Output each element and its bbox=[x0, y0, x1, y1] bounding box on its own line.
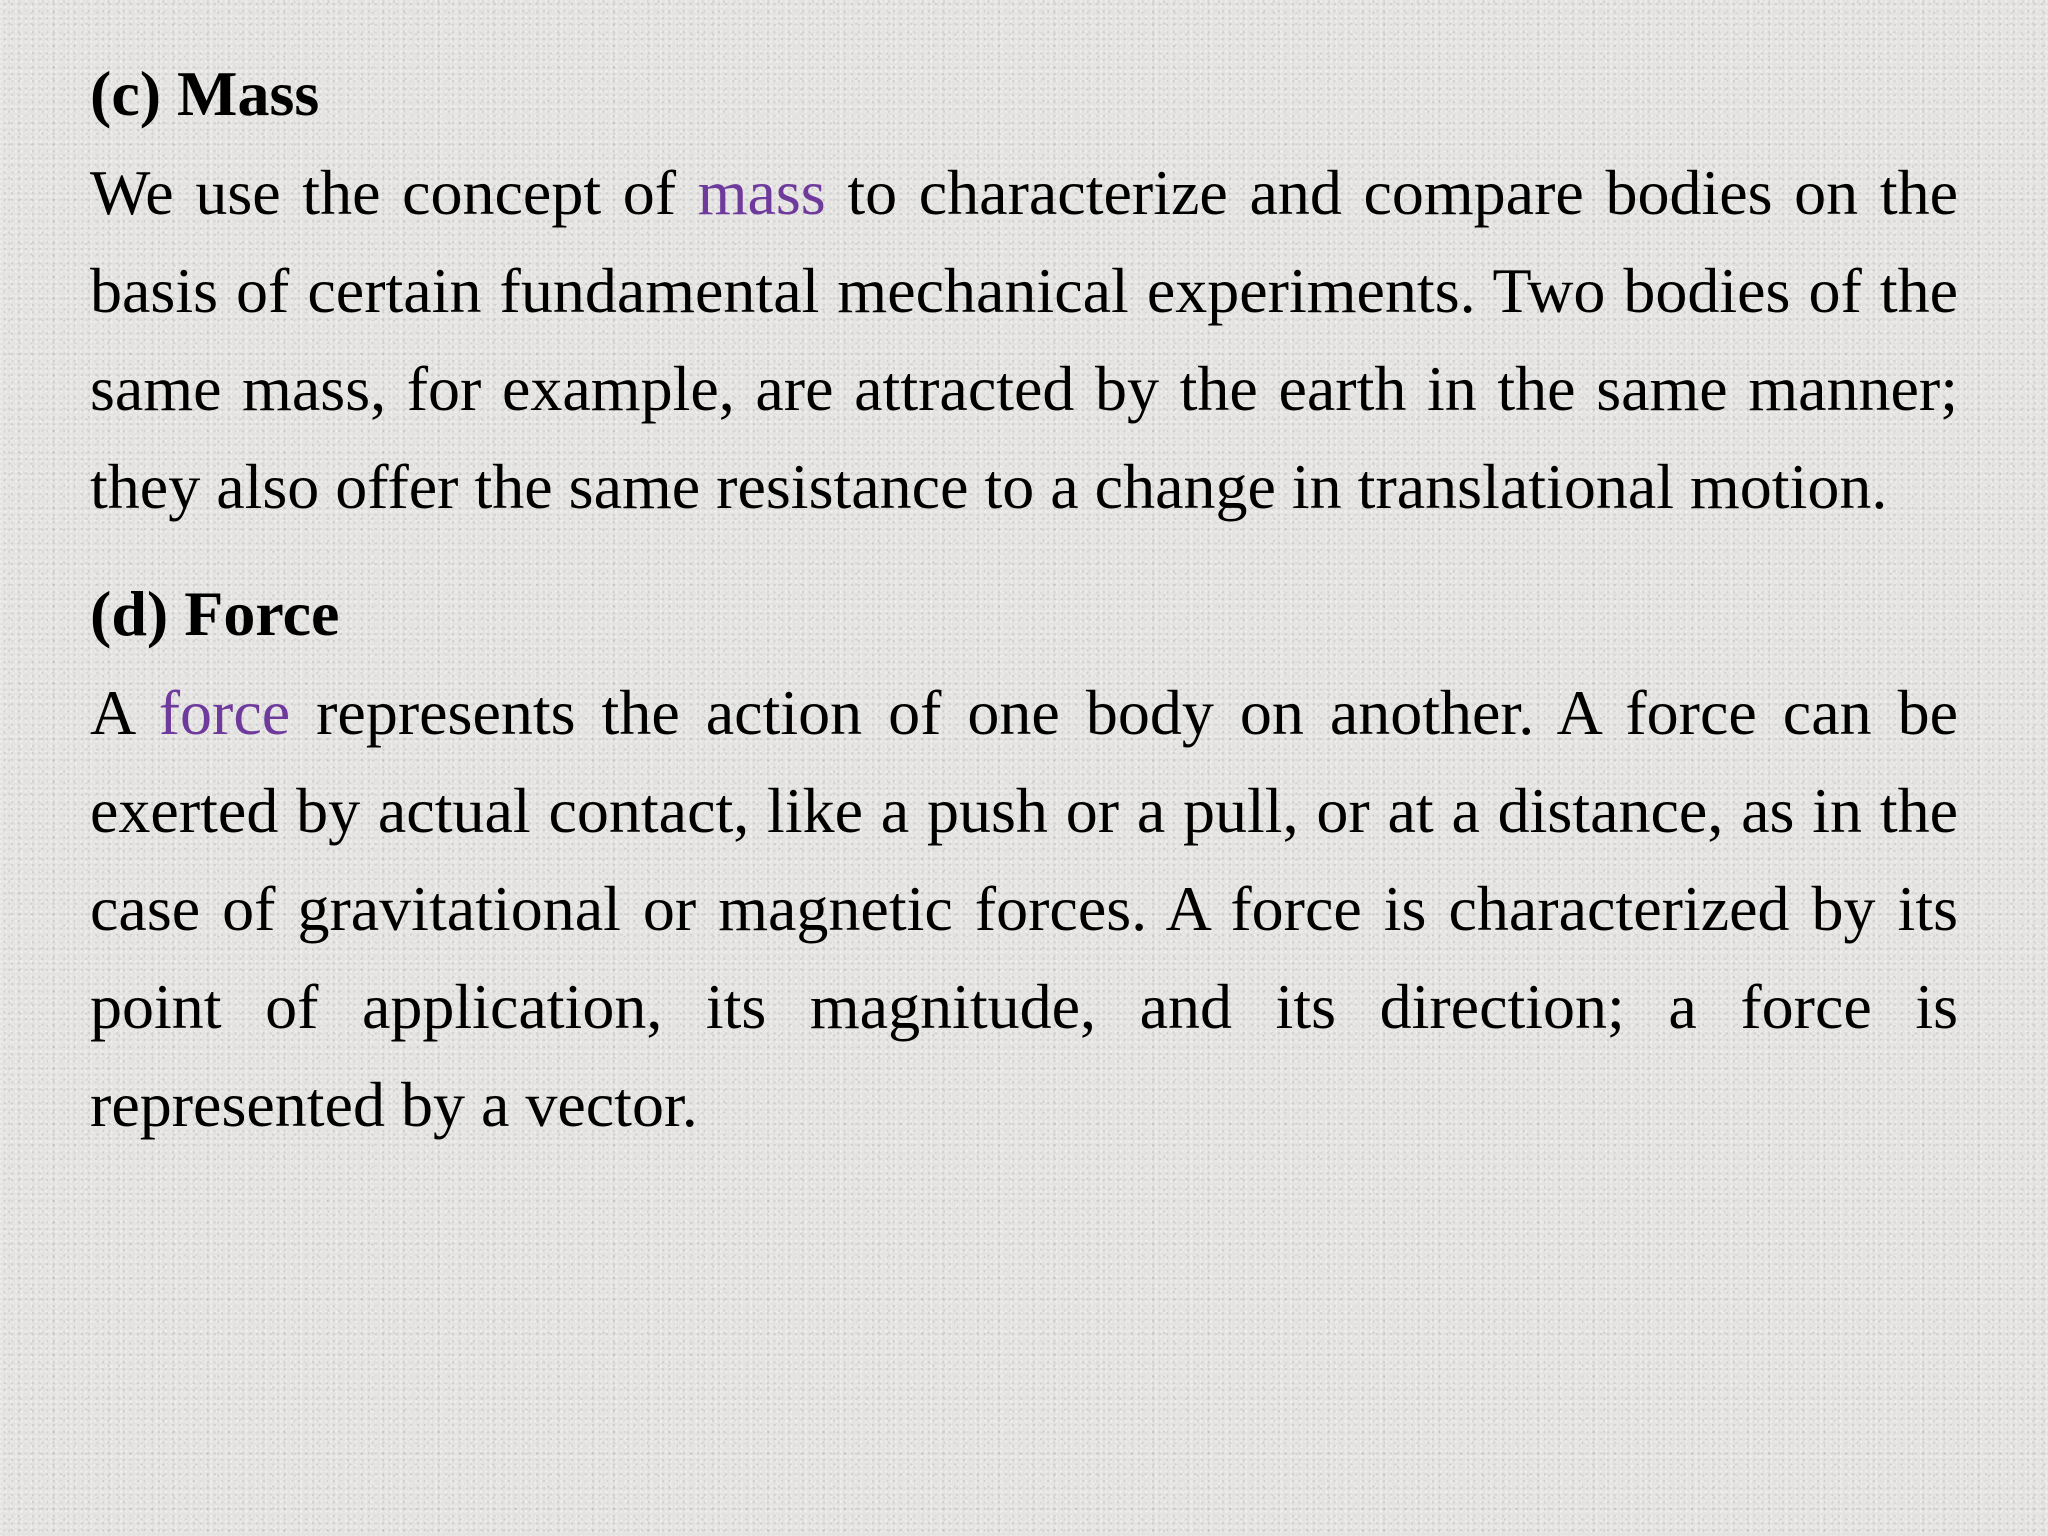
mass-text-before: We use the concept of bbox=[90, 157, 698, 228]
heading-force: (d) Force bbox=[90, 578, 340, 649]
term-force: force bbox=[158, 677, 291, 748]
heading-mass: (c) Mass bbox=[90, 58, 320, 129]
mass-text-after: to characterize and compare bodies on the basis of certain fundamental mechanical experiments. Two bodies of the same mass, for example, are attracted by the earth in the same manner; they also offer the same resistance to a change in translational motion. bbox=[90, 157, 1958, 522]
force-text-after: represents the action of one body on another. A force can be exerted by actual contact, like a push or a pull, or at a distance, as in the case of gravitational or magnetic forces. A force is characterized by its point of application, its magnitude, and its direction; a force is represented by a vector. bbox=[90, 677, 1959, 1140]
slide-content bbox=[90, 52, 1958, 1154]
section-mass bbox=[90, 52, 1958, 536]
paragraph-force bbox=[90, 664, 1958, 1154]
section-force bbox=[90, 572, 1958, 1154]
paragraph-mass bbox=[90, 144, 1958, 536]
term-mass: mass bbox=[697, 157, 826, 228]
force-text-before: A bbox=[90, 677, 159, 748]
